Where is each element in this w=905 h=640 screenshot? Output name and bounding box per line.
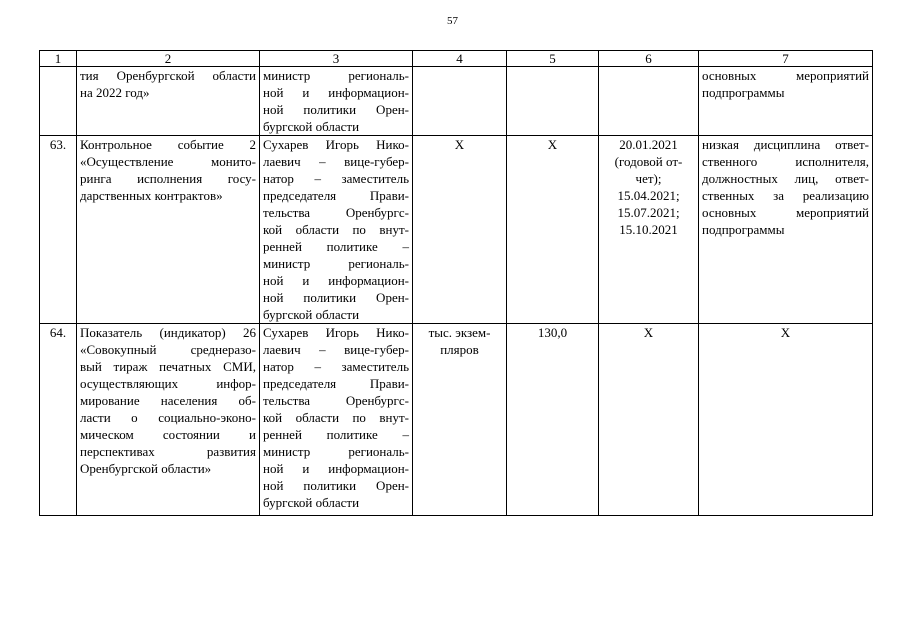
risk-description xyxy=(699,324,873,516)
risk-description-line: ственного исполнителя, xyxy=(702,154,869,169)
deadline-line: 15.10.2021 xyxy=(619,222,678,237)
event-description-line: тия Оренбургской области xyxy=(80,68,256,83)
event-description-line: мирование населения об- xyxy=(80,393,256,408)
event-description xyxy=(77,324,260,516)
event-description-line: осуществляющих инфор- xyxy=(80,376,256,391)
event-description-line: вый тираж печатных СМИ, xyxy=(80,359,256,374)
event-description-line: Контрольное событие 2 xyxy=(80,137,256,152)
responsible-person-line: ренней политике – xyxy=(263,427,409,442)
responsible-person xyxy=(260,324,413,516)
risk-description-line: Х xyxy=(780,325,791,340)
responsible-person-line: бургской области xyxy=(263,119,360,134)
responsible-person-line: председателя Прави- xyxy=(263,188,409,203)
responsible-person-line: министр региональ- xyxy=(263,68,409,83)
risk-description-line: основных мероприятий xyxy=(702,68,869,83)
page-number: 57 xyxy=(447,15,458,27)
column-header: 4 xyxy=(413,51,507,67)
event-description-line: Оренбургской области» xyxy=(80,461,212,476)
responsible-person-line: Сухарев Игорь Нико- xyxy=(263,325,409,340)
deadline xyxy=(599,136,699,324)
deadline-line: Х xyxy=(643,325,654,340)
column-header: 7 xyxy=(699,51,873,67)
target-value: 130,0 xyxy=(507,324,599,516)
responsible-person-line: Сухарев Игорь Нико- xyxy=(263,137,409,152)
responsible-person-line: ной и информацион- xyxy=(263,273,409,288)
responsible-person-line: лаевич – вице-губер- xyxy=(263,154,409,169)
event-description xyxy=(77,136,260,324)
responsible-person-line: тельства Оренбургс- xyxy=(263,393,409,408)
responsible-person xyxy=(260,67,413,136)
event-description-line: «Осуществление монито- xyxy=(80,154,256,169)
target-value xyxy=(507,67,599,136)
deadline xyxy=(599,324,699,516)
event-description-line: на 2022 год» xyxy=(80,85,150,100)
responsible-person-line: ной политики Орен- xyxy=(263,290,409,305)
plan-table xyxy=(39,50,873,516)
responsible-person-line: министр региональ- xyxy=(263,256,409,271)
responsible-person-line: ной политики Орен- xyxy=(263,478,409,493)
event-description-line: дарственных контрактов» xyxy=(80,188,223,203)
responsible-person-line: натор – заместитель xyxy=(263,359,409,374)
deadline-line: чет); xyxy=(635,171,662,186)
responsible-person-line: бургской области xyxy=(263,307,360,322)
event-description-line: «Совокупный среднеразо- xyxy=(80,342,256,357)
risk-description xyxy=(699,136,873,324)
risk-description-line: основных мероприятий xyxy=(702,205,869,220)
responsible-person-line: председателя Прави- xyxy=(263,376,409,391)
risk-description-line: низкая дисциплина ответ- xyxy=(702,137,869,152)
risk-description-line: подпрограммы xyxy=(702,85,785,100)
column-number-row xyxy=(40,51,873,67)
event-description-line: мическом состоянии и xyxy=(80,427,256,442)
risk-description xyxy=(699,67,873,136)
unit-of-measure-line: тыс. экзем- xyxy=(428,325,491,340)
responsible-person-line: министр региональ- xyxy=(263,444,409,459)
column-header: 5 xyxy=(507,51,599,67)
risk-description-line: подпрограммы xyxy=(702,222,785,237)
column-header: 3 xyxy=(260,51,413,67)
row-number: 63. xyxy=(40,136,77,324)
responsible-person-line: ренней политике – xyxy=(263,239,409,254)
responsible-person-line: натор – заместитель xyxy=(263,171,409,186)
table-row xyxy=(40,324,873,516)
event-description-line: ласти о социально-эконо- xyxy=(80,410,256,425)
risk-description-line: ственных за реализацию xyxy=(702,188,869,203)
responsible-person-line: кой области по внут- xyxy=(263,222,409,237)
row-number xyxy=(40,67,77,136)
risk-description-line: должностных лиц, ответ- xyxy=(702,171,869,186)
row-number: 64. xyxy=(40,324,77,516)
responsible-person-line: бургской области xyxy=(263,495,360,510)
event-description-line: Показатель (индикатор) 26 xyxy=(80,325,256,340)
unit-of-measure-line: пляров xyxy=(440,342,479,357)
responsible-person-line: ной политики Орен- xyxy=(263,102,409,117)
responsible-person xyxy=(260,136,413,324)
unit-of-measure: Х xyxy=(413,136,507,324)
unit-of-measure xyxy=(413,324,507,516)
target-value: Х xyxy=(507,136,599,324)
column-header: 1 xyxy=(40,51,77,67)
deadline-line: 15.07.2021; xyxy=(617,205,680,220)
column-header: 2 xyxy=(77,51,260,67)
deadline xyxy=(599,67,699,136)
responsible-person-line: тельства Оренбургс- xyxy=(263,205,409,220)
responsible-person-line: ной и информацион- xyxy=(263,85,409,100)
column-header: 6 xyxy=(599,51,699,67)
event-description xyxy=(77,67,260,136)
event-description-line: перспективах развития xyxy=(80,444,256,459)
responsible-person-line: лаевич – вице-губер- xyxy=(263,342,409,357)
responsible-person-line: кой области по внут- xyxy=(263,410,409,425)
table-row xyxy=(40,136,873,324)
deadline-line: (годовой от- xyxy=(614,154,683,169)
unit-of-measure xyxy=(413,67,507,136)
event-description-line: ринга исполнения госу- xyxy=(80,171,256,186)
responsible-person-line: ной и информацион- xyxy=(263,461,409,476)
deadline-line: 15.04.2021; xyxy=(617,188,680,203)
table-row xyxy=(40,67,873,136)
deadline-line: 20.01.2021 xyxy=(619,137,678,152)
